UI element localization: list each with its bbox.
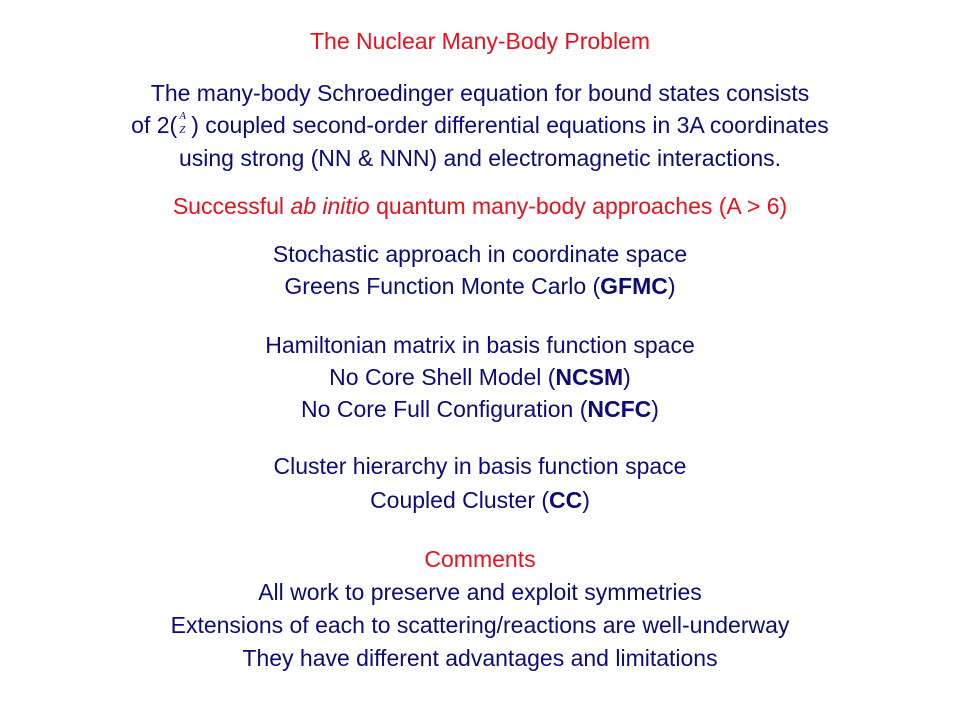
gfmc-abbr: GFMC (600, 273, 668, 299)
comment-item-text: All work to preserve and exploit symmetries (258, 579, 702, 605)
ncsm-prefix: No Core Shell Model ( (329, 364, 556, 390)
ncsm-abbr: NCSM (555, 364, 624, 390)
cluster-heading-text: Cluster hierarchy in basis function space (273, 453, 687, 479)
ncfc-prefix: No Core Full Configuration ( (301, 396, 588, 422)
comment-item (0, 643, 960, 673)
hamiltonian-heading (0, 330, 960, 360)
comments-heading (0, 544, 960, 574)
intro-line-3-text: using strong (NN & NNN) and electromagnetic interactions. (178, 145, 782, 171)
gfmc-line (0, 271, 960, 301)
intro-line-1 (0, 78, 960, 108)
comment-item (0, 577, 960, 607)
stochastic-heading (0, 239, 960, 269)
intro-line-1-text: The many-body Schroedinger equation for bound states consists (150, 80, 810, 106)
stochastic-heading-text: Stochastic approach in coordinate space (272, 241, 688, 267)
ncsm-suffix: ) (623, 364, 631, 390)
binomial-bottom: Z (179, 124, 186, 136)
intro-line-2 (0, 110, 960, 140)
comments-heading-text: Comments (424, 546, 536, 572)
approaches-heading-after: quantum many-body approaches (A > 6) (369, 193, 788, 219)
slide-title-text: The Nuclear Many-Body Problem (309, 28, 651, 54)
ncfc-suffix: ) (651, 396, 659, 422)
intro-line-3 (0, 143, 960, 173)
cc-abbr: CC (549, 487, 583, 513)
gfmc-prefix: Greens Function Monte Carlo ( (284, 273, 601, 299)
binomial-coefficient (177, 111, 191, 137)
ncfc-abbr: NCFC (587, 396, 652, 422)
cc-prefix: Coupled Cluster ( (370, 487, 550, 513)
comment-item-text: Extensions of each to scattering/reactions are well-underway (170, 612, 790, 638)
cc-suffix: ) (582, 487, 590, 513)
binomial-top: A (179, 110, 186, 122)
ncfc-line (0, 394, 960, 424)
approaches-heading-italic: ab initio (290, 193, 370, 219)
cc-line (0, 485, 960, 515)
slide-title (0, 26, 960, 56)
comment-item-text: They have different advantages and limitations (242, 645, 718, 671)
comment-item (0, 610, 960, 640)
intro-line-2-prefix: of 2( (131, 112, 178, 138)
intro-line-2-suffix: ) coupled second-order differential equations in 3A coordinates (191, 112, 829, 138)
gfmc-suffix: ) (667, 273, 676, 299)
ncsm-line (0, 362, 960, 392)
approaches-heading-before: Successful (172, 193, 291, 219)
approaches-heading (0, 191, 960, 221)
cluster-heading (0, 451, 960, 481)
hamiltonian-heading-text: Hamiltonian matrix in basis function space (265, 332, 695, 358)
